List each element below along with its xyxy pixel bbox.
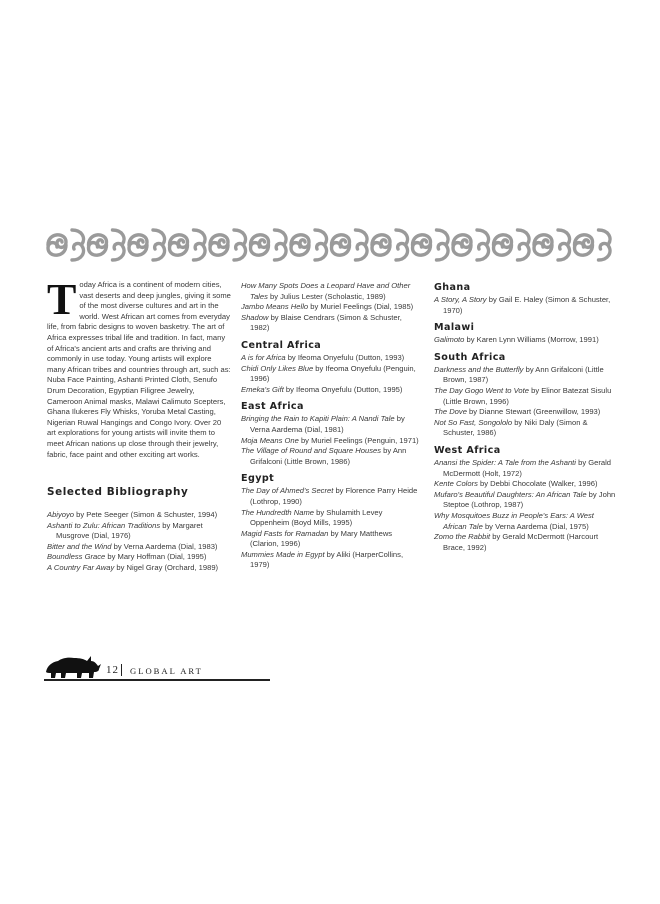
malawi-list — [434, 335, 616, 346]
swirl-ornament — [332, 230, 368, 260]
book-details: by Niki Daly (Simon & Schuster, 1986) — [443, 417, 588, 438]
ghana-list — [434, 295, 616, 316]
book-details: by Elinor Batezat Sisulu (Little Brown, 1996) — [443, 385, 612, 406]
section-heading-south-africa: South Africa — [434, 351, 506, 363]
book-details: by Florence Parry Heide (Lothrop, 1990) — [250, 486, 418, 506]
book-title: Bitter and the Wind — [47, 541, 112, 551]
book-title: The Village of Round and Square Houses — [241, 446, 382, 456]
list-item — [241, 508, 419, 529]
book-details: by Karen Lynn Williams (Morrow, 1991) — [464, 335, 599, 345]
book-title: Galimoto — [434, 335, 465, 345]
book-details: by Dianne Stewart (Greenwillow, 1993) — [466, 407, 601, 417]
book-title: Kente Colors — [434, 479, 478, 489]
book-title: Abiyoyo — [47, 510, 75, 519]
book-details: by Nigel Gray (Orchard, 1989) — [114, 562, 219, 572]
south-africa-list — [434, 365, 616, 439]
swirl-ornament — [575, 230, 611, 260]
book-details: by Verna Aardema (Dial, 1975) — [482, 521, 589, 531]
intro-text: oday Africa is a continent of modern cities, vast deserts and deep jungles, giving it some of the most diverse cultures and art in the world. West African art comes from everyday life, from fabric designs to woven basketry. The art of Africa expresses tribal life and tradition. In fact, many of Africa's ancient arts and crafts are thriving and commonly in use today. Young artists will explore many African tribes and countries through art, such as: Nuba Face Painting, Ashanti Printed Cloth, Senufo Drum Decoration, Egyptian Filigree Jewelry, Cameroon Animal masks, Malawi Calimuto Scepters, Ghana Ilukeres Fly Whisks, Yoruba Metal Casting, Nigerian Ruwal Hangings and Congo Ivory. Over 20 art explorations for young artists will invite them to meet African nations up close through their jewelry, fabric, face paint and other exciting art works. — [47, 280, 231, 459]
book-title: Bringing the Rain to Kapiti Plain: A Nandi Tale — [241, 414, 395, 424]
swirl-ornament — [170, 230, 206, 260]
list-item — [241, 353, 419, 364]
book-details: by Julius Lester (Scholastic, 1989) — [267, 291, 386, 301]
list-item — [434, 532, 616, 553]
section-heading-ghana: Ghana — [434, 282, 471, 293]
book-details: by Mary Hoffman (Dial, 1995) — [105, 552, 207, 562]
book-details: by Gail E. Haley (Simon & Schuster, 1970) — [443, 295, 611, 315]
list-item — [241, 486, 419, 507]
page-footer — [44, 652, 270, 684]
book-title: The Day Gogo Went to Vote — [434, 385, 529, 395]
list-item — [434, 490, 616, 511]
list-item — [47, 510, 231, 521]
intro-paragraph — [47, 275, 231, 460]
west-africa-list — [434, 458, 616, 553]
book-title: A is for Africa — [241, 352, 286, 362]
swirl-ornament — [129, 230, 165, 260]
section-heading-egypt: Egypt — [241, 473, 275, 485]
book-details: by Ann Grifalconi (Little Brown, 1987) — [443, 364, 604, 385]
book-details: by Margaret Musgrove (Dial, 1976) — [56, 520, 203, 541]
book-title: Mufaro's Beautiful Daughters: An African Tale — [434, 489, 587, 499]
list-item — [241, 529, 419, 550]
book-details: by John Steptoe (Lothrop, 1987) — [443, 489, 616, 510]
book-details: by Gerald McDermott (Holt, 1972) — [443, 457, 612, 478]
bibliography-column-3 — [434, 281, 616, 553]
list-item — [434, 335, 616, 346]
book-details: by Ifeoma Onyefulu (Dutton, 1995) — [283, 384, 403, 394]
book-title: Magid Fasts for Ramadan — [241, 528, 329, 538]
list-item — [241, 364, 419, 385]
book-title: Shadow — [241, 312, 269, 322]
book-details: by Verna Aardema (Dial, 1981) — [250, 414, 405, 434]
list-item — [241, 414, 419, 435]
book-details: by Muriel Feelings (Penguin, 1971) — [298, 435, 419, 445]
book-title: A Story, A Story — [434, 295, 487, 304]
list-item — [47, 563, 231, 574]
book-title: Boundless Grace — [47, 552, 106, 562]
swirl-ornament — [453, 230, 489, 260]
book-title: The Hundredth Name — [241, 507, 315, 517]
running-title: GLOBAL ART — [130, 666, 203, 676]
book-title: A Country Far Away — [47, 562, 115, 572]
book-details: by Blaise Cendrars (Simon & Schuster, 1982) — [250, 312, 402, 333]
list-item — [47, 542, 231, 553]
book-details: by Gerald McDermott (Harcourt Brace, 1992) — [443, 532, 599, 552]
book-title: How Many Spots Does a Leopard Have and Other Tales — [241, 281, 411, 301]
decorative-swirl-border — [46, 226, 614, 264]
list-item — [241, 385, 419, 396]
book-title: The Day of Ahmed's Secret — [241, 486, 334, 496]
list-item — [241, 446, 419, 467]
book-details: by Debbi Chocolate (Walker, 1996) — [477, 479, 598, 489]
footer-rule — [44, 679, 270, 681]
swirl-ornament — [534, 230, 570, 260]
swirl-ornament — [251, 230, 287, 260]
book-title: Chidi Only Likes Blue — [241, 363, 314, 373]
section-heading-central-africa: Central Africa — [241, 339, 322, 351]
book-title: Anansi the Spider: A Tale from the Ashanti — [434, 457, 576, 467]
list-item — [241, 302, 419, 313]
book-details: by Muriel Feelings (Dial, 1985) — [308, 302, 414, 312]
book-title: Emeka's Gift — [241, 384, 284, 394]
swirl-ornament — [494, 230, 530, 260]
list-item — [434, 365, 616, 386]
section-heading-west-africa: West Africa — [434, 444, 501, 456]
page-number-divider — [121, 664, 122, 676]
book-title: Jambo Means Hello — [241, 302, 309, 312]
book-title: Mummies Made in Egypt — [241, 549, 325, 559]
swirl-ornament — [372, 230, 408, 260]
list-item — [47, 552, 231, 563]
list-item — [434, 458, 616, 479]
list-item — [241, 313, 419, 334]
book-title: Zomo the Rabbit — [434, 532, 491, 542]
book-title: Ashanti to Zulu: African Traditions — [47, 520, 161, 530]
book-details: by Aliki (HarperCollins, 1979) — [250, 549, 404, 570]
book-title: Moja Means One — [241, 435, 299, 445]
page-number: 12 — [106, 664, 119, 676]
east-africa-list — [241, 414, 419, 467]
list-item — [241, 550, 419, 571]
book-title: Why Mosquitoes Buzz in People's Ears: A West African Tale — [434, 510, 594, 531]
swirl-ornament — [413, 230, 449, 260]
list-item — [241, 281, 419, 302]
swirl-ornament — [210, 230, 246, 260]
list-item — [434, 418, 616, 439]
swirl-ornament — [291, 230, 327, 260]
book-title: The Dove — [434, 407, 467, 417]
general-list-continued — [241, 281, 419, 334]
list-item — [47, 521, 231, 542]
book-details: by Pete Seeger (Simon & Schuster, 1994) — [74, 510, 218, 519]
book-details: by Mary Matthews (Clarion, 1996) — [250, 528, 393, 549]
egypt-list — [241, 486, 419, 571]
list-item — [434, 511, 616, 532]
intro-column — [47, 275, 231, 460]
list-item — [241, 436, 419, 447]
swirl-ornament — [89, 230, 125, 260]
list-item — [434, 479, 616, 490]
book-details: by Verna Aardema (Dial, 1983) — [111, 541, 218, 551]
book-title: Not So Fast, Songololo — [434, 417, 513, 427]
book-details: by Ifeoma Onyefulu (Penguin, 1996) — [250, 363, 416, 384]
swirl-ornament — [48, 230, 84, 260]
general-bibliography-list — [47, 510, 231, 574]
book-details: by Shulamith Levey Oppenheim (Boyd Mills, 1995) — [250, 507, 383, 528]
drop-cap: T — [47, 275, 77, 324]
section-heading-malawi: Malawi — [434, 322, 475, 334]
bibliography-column-2 — [241, 281, 419, 571]
section-heading-east-africa: East Africa — [241, 401, 304, 413]
bibliography-heading: Selected Bibliography — [47, 486, 189, 498]
book-title: Darkness and the Butterfly — [434, 364, 524, 374]
book-details: by Ann Grifalconi (Little Brown, 1986) — [250, 446, 407, 466]
central-africa-list — [241, 353, 419, 395]
list-item — [434, 295, 616, 316]
book-details: by Ifeoma Onyefulu (Dutton, 1993) — [285, 352, 405, 362]
list-item — [434, 386, 616, 407]
rhino-icon — [44, 652, 102, 680]
list-item — [434, 407, 616, 418]
